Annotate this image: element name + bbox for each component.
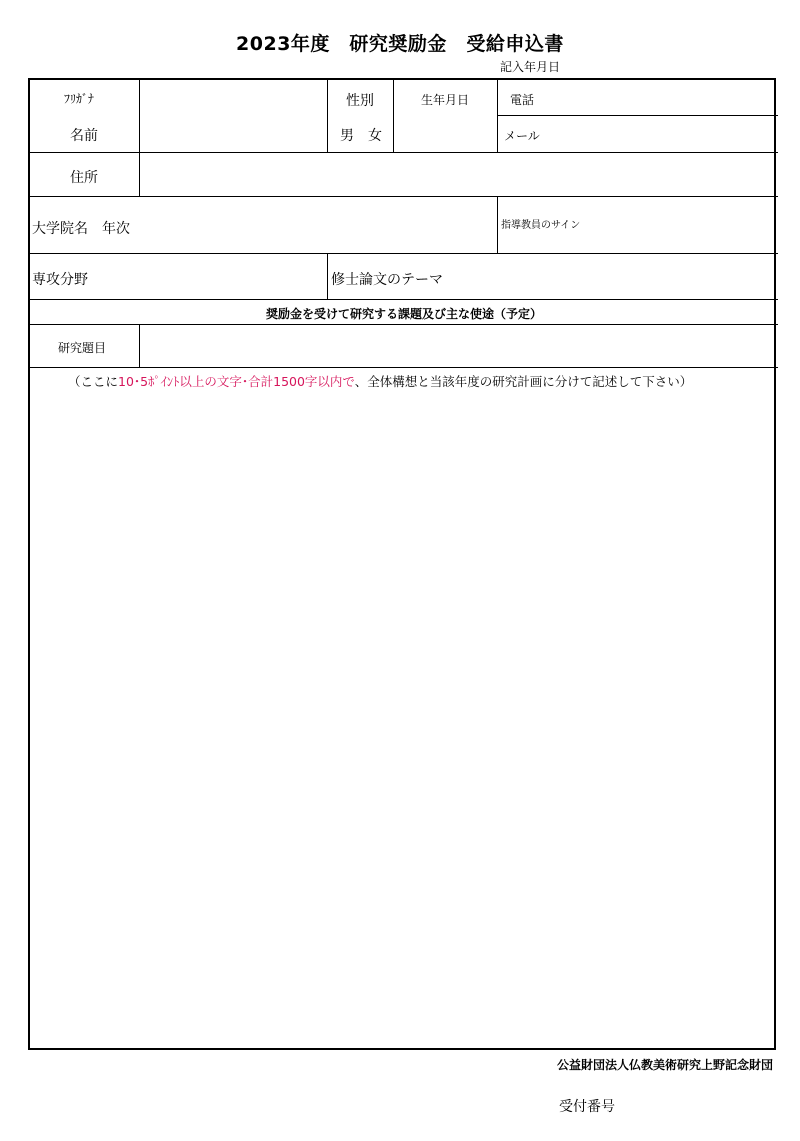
name-label: 名前	[70, 128, 98, 144]
advisor-sign-field[interactable]	[499, 230, 776, 252]
divider-research-label-col	[139, 324, 140, 367]
divider-row2	[30, 196, 778, 197]
page-title: 2023年度 研究奨励金 受給申込書	[236, 33, 564, 55]
divider-phone-email	[497, 115, 778, 116]
address-label: 住所	[70, 170, 98, 186]
thesis-field[interactable]	[450, 255, 776, 298]
instruction-prefix: （ここに	[68, 374, 119, 389]
university-label: 大学院名 年次	[32, 221, 130, 237]
divider-row4	[30, 299, 778, 300]
instruction-text	[68, 372, 692, 390]
major-label: 専攻分野	[32, 272, 88, 288]
divider-row3	[30, 253, 778, 254]
divider-row5	[30, 324, 778, 325]
research-title-label: 研究題目	[58, 341, 107, 355]
email-label: メール	[504, 129, 540, 143]
receipt-number-label: 受付番号	[559, 1099, 615, 1115]
address-field[interactable]	[141, 154, 776, 195]
gender-label: 性別	[346, 93, 374, 109]
instruction-highlight: 10･5ﾎﾟｲﾝﾄ以上の文字･合計1500字以内で	[118, 374, 355, 389]
divider-contact-col	[497, 80, 498, 152]
university-field[interactable]	[150, 198, 495, 252]
furigana-label: ﾌﾘｶﾞﾅ	[64, 92, 95, 106]
divider-gender-col	[327, 80, 328, 152]
birthdate-field[interactable]	[395, 110, 495, 150]
major-field[interactable]	[100, 255, 325, 298]
name-field[interactable]	[141, 80, 325, 152]
instruction-suffix: 、全体構想と当該年度の研究計画に分けて記述して下さい）	[354, 374, 693, 389]
divider-birth-col	[393, 80, 394, 152]
divider-thesis-col	[327, 253, 328, 299]
birthdate-label: 生年月日	[421, 93, 470, 107]
thesis-label: 修士論文のテーマ	[331, 272, 443, 288]
research-title-field[interactable]	[141, 326, 776, 366]
divider-sign-col	[497, 196, 498, 253]
advisor-sign-label: 指導教員のサイン	[501, 220, 581, 231]
phone-label: 電話	[510, 93, 535, 107]
divider-row6	[30, 367, 778, 368]
section-heading: 奨励金を受けて研究する課題及び主な使途（予定）	[265, 307, 542, 321]
entry-date-label: 記入年月日	[500, 60, 561, 74]
divider-label-col	[139, 80, 140, 196]
application-form	[28, 78, 776, 1050]
organization-name: 公益財団法人仏教美術研究上野記念財団	[556, 1058, 773, 1072]
email-field[interactable]	[560, 117, 776, 151]
phone-field[interactable]	[560, 80, 776, 114]
research-plan-textarea[interactable]	[32, 392, 776, 1048]
divider-row1	[30, 152, 778, 153]
gender-options[interactable]: 男 女	[340, 128, 382, 144]
